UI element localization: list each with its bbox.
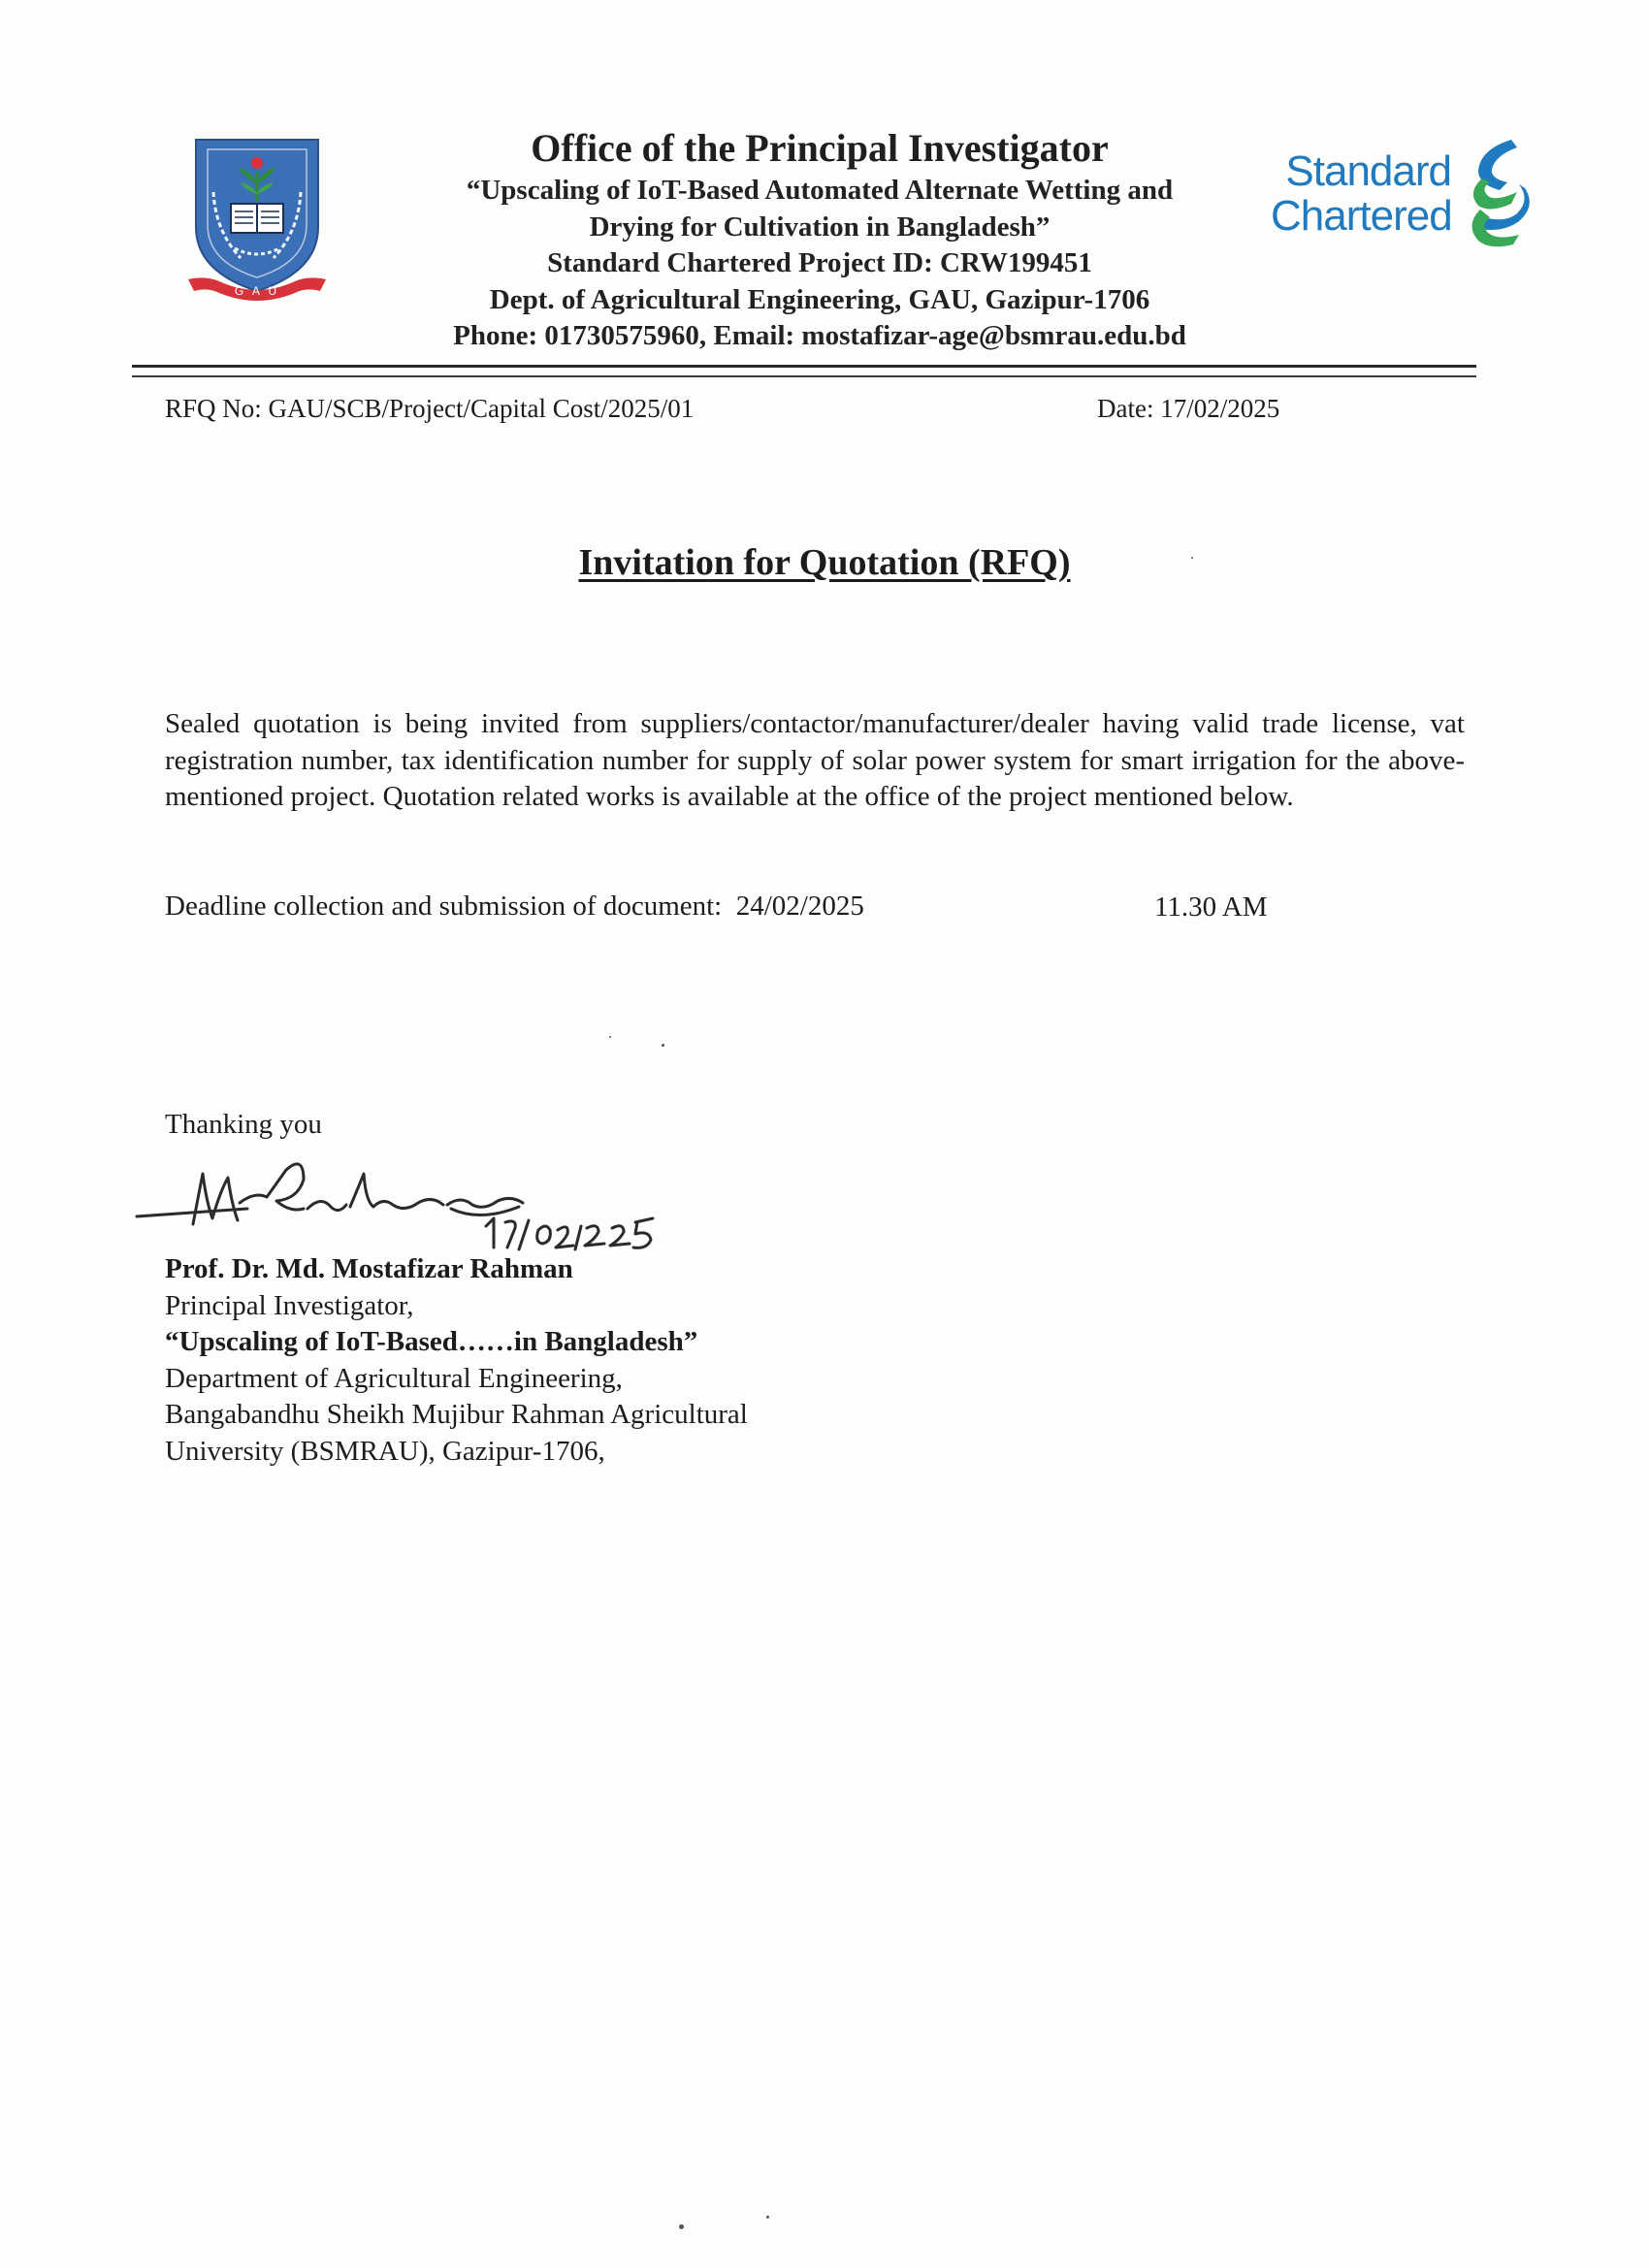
project-id: Standard Chartered Project ID: CRW199451 [547, 247, 1092, 278]
document-heading: Invitation for Quotation (RFQ) [578, 542, 1071, 583]
letterhead [369, 124, 1271, 355]
signatory-department: Department of Agricultural Engineering, [165, 1362, 623, 1394]
seal-ribbon-text: G A U [234, 284, 280, 298]
standard-chartered-mark-icon [1461, 136, 1533, 252]
signatory-university-line-2: University (BSMRAU), Gazipur-1706, [165, 1435, 605, 1467]
signatory-name: Prof. Dr. Md. Mostafizar Rahman [165, 1253, 573, 1284]
invitation-paragraph: Sealed quotation is being invited from suppliers/contactor/manufacturer/dealer having valid trade license, vat registration number, tax identification number for supply of solar power system for smart irrigation for the above-mentioned project. Quotation related works is available at the office of the project mentioned below. [165, 708, 1465, 812]
signatory-project: “Upscaling of IoT-Based……in Bangladesh” [165, 1326, 698, 1357]
department-address: Dept. of Agricultural Engineering, GAU, Gazipur-1706 [489, 283, 1150, 315]
deadline-label: Deadline collection and submission of document: 24/02/2025 [165, 891, 864, 922]
rfq-date: Date: 17/02/2025 [1097, 394, 1280, 423]
letterhead-rule-thick [132, 365, 1476, 368]
university-seal-icon [186, 134, 328, 305]
sc-logo-text [1271, 149, 1451, 239]
scan-speck [609, 1036, 611, 1038]
sc-logo-line-2: Chartered [1271, 192, 1452, 240]
scan-speck [679, 2224, 684, 2229]
signatory-block [165, 1251, 748, 1470]
project-title-line-2: Drying for Cultivation in Bangladesh” [589, 211, 1051, 243]
closing-thanks: Thanking you [165, 1109, 322, 1140]
deadline-time: 11.30 AM [1154, 891, 1268, 923]
scan-speck [766, 2216, 769, 2219]
signatory-university-line-1: Bangabandhu Sheikh Mujibur Rahman Agricultural [165, 1399, 748, 1430]
letterhead-rule-thin [132, 375, 1476, 377]
signatory-role: Principal Investigator, [165, 1289, 414, 1321]
contact-info: Phone: 01730575960, Email: mostafizar-age@bsmrau.edu.bd [453, 320, 1186, 351]
standard-chartered-logo [1271, 136, 1537, 252]
scan-speck [662, 1044, 664, 1047]
sc-logo-line-1: Standard [1285, 147, 1451, 195]
project-title-line-1: “Upscaling of IoT-Based Automated Alternate Wetting and [466, 175, 1174, 206]
rfq-number: RFQ No: GAU/SCB/Project/Capital Cost/2025/01 [165, 394, 695, 423]
office-title: Office of the Principal Investigator [531, 126, 1109, 170]
scan-speck [1191, 557, 1193, 559]
